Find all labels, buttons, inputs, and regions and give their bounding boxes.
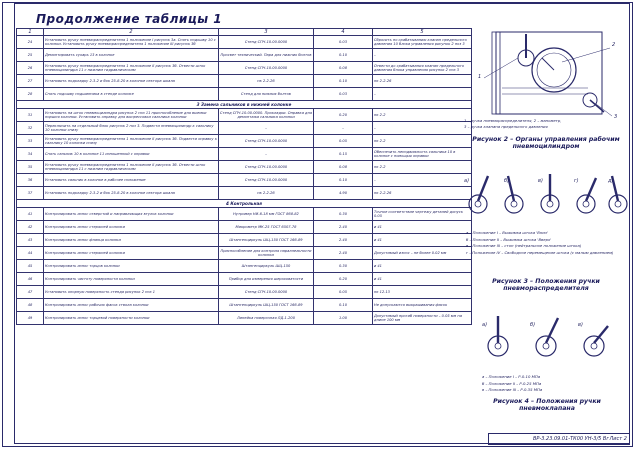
time-norm-cell: 0.08 [314, 62, 373, 75]
process-table [16, 28, 472, 325]
leader-line [562, 48, 610, 62]
operation-text: Контролировать чистоту поверхности колонки [44, 273, 219, 286]
operation-text: Контролировать износ рабочих фасок ствола колонки [44, 299, 219, 312]
operation-text: Контролировать износ отверстий и направляющих втулок колонки [44, 208, 219, 221]
valve-pos-c [584, 326, 608, 356]
table-row [17, 299, 472, 312]
fig3-label: д) [608, 178, 614, 184]
operation-text: Установить подкладку 2-3-2 и бок 25-8-20 в колонке сектора шкала [44, 75, 219, 88]
operation-text: Контролировать износ стержней колонки [44, 221, 219, 234]
operation-text: Установить сальник в колонке в рабочее положение [44, 174, 219, 187]
tool-cell: Штангенциркуль ШЦ-150 ГОСТ 166-89 [219, 299, 314, 312]
time-norm-cell: 0.15 [314, 148, 373, 161]
note-cell: пк 2-2 [373, 109, 472, 122]
figure-2-caption: Рисунок 2 – Органы управления рабочим пневмоцилиндром [472, 136, 620, 150]
operation-text: Установить ручку пневмораспределителя 1 положение II рисунок 3б. Подвести оправку к сальнику 10 колонки снизу [44, 135, 219, 148]
time-norm-cell: 0.10 [314, 49, 373, 62]
time-norm-cell: 0.30 [314, 208, 373, 221]
tool-cell: Прибор для измерения шероховатости [219, 273, 314, 286]
page-title: Продолжение таблицы 1 [36, 12, 223, 26]
tool-cell: Просвет технический. Пара для нижних болтов [219, 49, 314, 62]
column-header: 4 [314, 29, 373, 36]
table-row [17, 247, 472, 260]
operation-text: Контролировать износ торцевой поверхности колонки [44, 312, 219, 325]
manometer-needle [542, 58, 554, 70]
time-norm-cell: 2.40 [314, 234, 373, 247]
note-cell: ø 41 [373, 221, 472, 234]
tool-cell: Линейка поверочная ЛД-1-200 [219, 312, 314, 325]
table-row [17, 75, 472, 88]
step-number: 47 [17, 286, 44, 299]
tool-cell: Приспособление для контроля параллельности колонки [219, 247, 314, 260]
fig3-label: г) [574, 178, 579, 184]
fig3-label: а) [464, 178, 470, 184]
figure-3-drawing [462, 158, 630, 228]
operation-text: Установить подкладку 2-3-2 и бок 25-8-20 в колонке сектора шкала [44, 187, 219, 200]
operation-text: Контролировать износ фланца колонки [44, 234, 219, 247]
column-header: 1 [17, 29, 44, 36]
tool-cell: Стенд для нижних болтов [219, 88, 314, 101]
operation-text: Снять сальник 10 в колонке 11 изношенный с оправки [44, 148, 219, 161]
step-number: 48 [17, 299, 44, 312]
table-row [17, 234, 472, 247]
step-number: 33 [17, 135, 44, 148]
tool-cell: Нутромер НИ-6-18 мм ГОСТ 868-82 [219, 208, 314, 221]
leader-line [484, 58, 518, 78]
step-number: 36 [17, 174, 44, 187]
tool-cell: пк 2-2-26 [219, 187, 314, 200]
fig3-label: б) [504, 178, 510, 184]
sheet-number: Лист 2 [609, 436, 627, 442]
table-row [17, 260, 472, 273]
fig4-label: а) [482, 322, 488, 328]
operation-text: Демонтировать сухарь 13 в колонке [44, 49, 219, 62]
step-number: 25 [17, 49, 44, 62]
table-row [17, 36, 472, 49]
fig2-label: 2 [612, 42, 616, 48]
operation-text: Снять подошву подшипника в стенде колонке [44, 88, 219, 101]
table-row [17, 286, 472, 299]
tool-cell: Штангенциркуль ШЦ-150 ГОСТ 166-89 [219, 234, 314, 247]
legend-line: 3 – ручка клапана предельного давления [464, 124, 548, 129]
table-row [17, 312, 472, 325]
time-norm-cell: 0.03 [314, 36, 373, 49]
time-norm-cell: 0.10 [314, 299, 373, 312]
tool-cell: – [219, 122, 314, 135]
tool-cell: – [219, 148, 314, 161]
title-block-stamp [488, 433, 630, 445]
legend-line: в – Положение III – Р-0.35 МПа [482, 387, 543, 392]
note-cell: пк 2-2 [373, 135, 472, 148]
step-number: 44 [17, 247, 44, 260]
figures-panel [462, 28, 630, 438]
time-norm-cell: 2.40 [314, 221, 373, 234]
handle-pos-a [469, 176, 488, 213]
section-row [17, 101, 472, 109]
handle-pos-c [541, 174, 559, 213]
time-norm-cell: 0.10 [314, 174, 373, 187]
tool-cell: Стенд СПЧ-10.00.0000 [219, 286, 314, 299]
time-norm-cell: 0.05 [314, 286, 373, 299]
step-number: 28 [17, 88, 44, 101]
time-norm-cell: 2.40 [314, 247, 373, 260]
time-norm-cell: 0.10 [314, 75, 373, 88]
table-row [17, 122, 472, 135]
document-code: ВР-3.23.09.01-ТК00 УН-3/5 Вг [533, 436, 609, 442]
tool-cell: Стенд СПЧ-10.00.0000 [219, 62, 314, 75]
operation-text: Контролировать износ стержней колонки [44, 247, 219, 260]
note-cell: Точное соответствие чертежу деталей допуск 0.05 [373, 208, 472, 221]
column-header: 3 [219, 29, 314, 36]
time-norm-cell: – [314, 122, 373, 135]
column-header: 2 [44, 29, 219, 36]
fig4-legend [482, 374, 622, 394]
step-number: 32 [17, 122, 44, 135]
fig2-label: 1 [478, 74, 482, 80]
fig3-label: в) [538, 178, 543, 184]
note-cell: ø 41 [373, 260, 472, 273]
fig2-legend [464, 118, 624, 130]
note-cell: – [373, 49, 472, 62]
handle-pos-d [577, 178, 596, 213]
legend-line: в – Положение III – стоп (нейтральное положение штока) [466, 243, 582, 248]
table-row [17, 273, 472, 286]
operation-text: Установить ручку пневмораспределителя 1 положение I рисунок 3а. Снять подошву 10 с колонки. Установить ручку пневмораспределителя 1 положение III рисунок 3б [44, 36, 219, 49]
tool-cell: пк 2-2-26 [219, 75, 314, 88]
table-row [17, 62, 472, 75]
operation-text: Установить на шток пневмоцилиндра рисунок 2 поз 11 приспособление для выемки поршня колонки. Установить оправку для выпрессовки сальника колонки [44, 109, 219, 122]
step-number: 49 [17, 312, 44, 325]
step-number: 45 [17, 260, 44, 273]
note-cell: ø 41 [373, 273, 472, 286]
table-header-row [17, 29, 472, 36]
table-row [17, 88, 472, 101]
legend-line: а – Положение I – Р-0.10 МПа [482, 374, 541, 379]
note-cell: Обеспечить неподвижность сальника 10 в колонке с помощью оправки [373, 148, 472, 161]
valve-pos-a [488, 316, 508, 356]
section-row [17, 200, 472, 208]
table-row [17, 148, 472, 161]
time-norm-cell: 0.05 [314, 135, 373, 148]
note-cell: – [373, 88, 472, 101]
operation-text: Установить ручку пневмораспределителя 1 положение II рисунок 3б. Отвести шток пневмоцилиндра 11 с нижним гидравлическим [44, 62, 219, 75]
step-number: 26 [17, 62, 44, 75]
figure-4-caption: Рисунок 4 – Положения ручки пневмоклапана [493, 398, 601, 412]
step-number: 46 [17, 273, 44, 286]
legend-line: а – Положение I – Выжимка штока 'Вниз' [466, 230, 548, 235]
fig3-legend [466, 230, 626, 256]
operation-text: Установить опорную поверхность стенда рисунок 2 поз 1 [44, 286, 219, 299]
tool-cell: Стенд СПЧ-10.00.0000 [219, 135, 314, 148]
figure-4-drawing [462, 306, 630, 376]
note-cell: – [373, 122, 472, 135]
time-norm-cell: 1.00 [314, 312, 373, 325]
section-title: 4 Контрольная [17, 200, 472, 208]
table-row [17, 187, 472, 200]
time-norm-cell: 0.30 [314, 260, 373, 273]
figure-3-caption: Рисунок 3 – Положения ручки пневмораспределителя [492, 278, 600, 292]
table-row [17, 49, 472, 62]
fig4-label: в) [578, 322, 583, 328]
step-number: 37 [17, 187, 44, 200]
tool-cell: Штангенциркуль ШЦ-150 [219, 260, 314, 273]
tool-cell: Микрометр МК-25 ГОСТ 6507-78 [219, 221, 314, 234]
note-cell: пк 2-2 [373, 161, 472, 174]
tool-cell: Стенд СПЧ-10.00.0000 [219, 161, 314, 174]
valve-pos-b [536, 318, 558, 356]
tool-cell: Стенд СПЧ-10.00.0000 [219, 174, 314, 187]
note-cell: пк 2-2-26 [373, 75, 472, 88]
fig4-label: б) [530, 322, 536, 328]
note-cell: пк 2-2-26 [373, 187, 472, 200]
note-cell: ø 41 [373, 234, 472, 247]
table-row [17, 208, 472, 221]
legend-line: 1 – ручка пневмораспределителя, 2 – манометр, [464, 118, 562, 123]
step-number: 41 [17, 208, 44, 221]
step-number: 31 [17, 109, 44, 122]
control-panel-body [496, 32, 602, 114]
step-number: 43 [17, 234, 44, 247]
table-row [17, 174, 472, 187]
legend-line: г – Положение IV – Свободное перемещение штока (с малым давлением) [466, 249, 614, 255]
legend-line: б – Положение II – Выжимка штока 'Вверх' [466, 236, 552, 242]
note-cell: – [373, 174, 472, 187]
step-number: 24 [17, 36, 44, 49]
time-norm-cell: 0.20 [314, 109, 373, 122]
operation-text: Переключить на отдельный блок рисунок 2 поз 3. Подвести пневмоцилиндр к сальнику 10 колонки снизу [44, 122, 219, 135]
operation-text: Установить ручку пневмораспределителя 1 положение II рисунок 3б. Отвести шток пневмоцилиндра 11 с нижним гидравлическим [44, 161, 219, 174]
step-number: 42 [17, 221, 44, 234]
step-number: 27 [17, 75, 44, 88]
tool-cell: Стенд СПЧ-10.00.0000 [219, 36, 314, 49]
operation-text: Контролировать износ торцов колонки [44, 260, 219, 273]
table-row [17, 221, 472, 234]
step-number: 34 [17, 148, 44, 161]
time-norm-cell: 0.03 [314, 88, 373, 101]
note-cell: пк 12.13 [373, 286, 472, 299]
fig2-label: 3 [614, 114, 618, 120]
table-row [17, 135, 472, 148]
table-row [17, 161, 472, 174]
time-norm-cell: 0.08 [314, 161, 373, 174]
time-norm-cell: 4.90 [314, 187, 373, 200]
legend-line: б – Положение II – Р-0.25 МПа [482, 380, 542, 386]
column-header: 5 [373, 29, 472, 36]
section-title: 3 Замена сальников в нижней колонке [17, 101, 472, 109]
note-cell: Отвести до срабатывания клапан предельного давления блока управления рисунок 2 поз 3 [373, 62, 472, 75]
note-cell: Не допускаются выкрашивания фасок [373, 299, 472, 312]
note-cell: Допустимый прогиб поверхности – 0.05 мм на длине 100 мм [373, 312, 472, 325]
step-number: 35 [17, 161, 44, 174]
table-row [17, 109, 472, 122]
time-norm-cell: 0.20 [314, 273, 373, 286]
note-cell: Допустимый износ – не более 0.02 мм [373, 247, 472, 260]
tool-cell: Стенд СПЧ-10.00.0000. Прокладки. Оправка для демонтажа сальника колонки [219, 109, 314, 122]
note-cell: Сбросить по срабатыванию клапан предельного давления 10 блока управления рисунок 2 поз 3 [373, 36, 472, 49]
